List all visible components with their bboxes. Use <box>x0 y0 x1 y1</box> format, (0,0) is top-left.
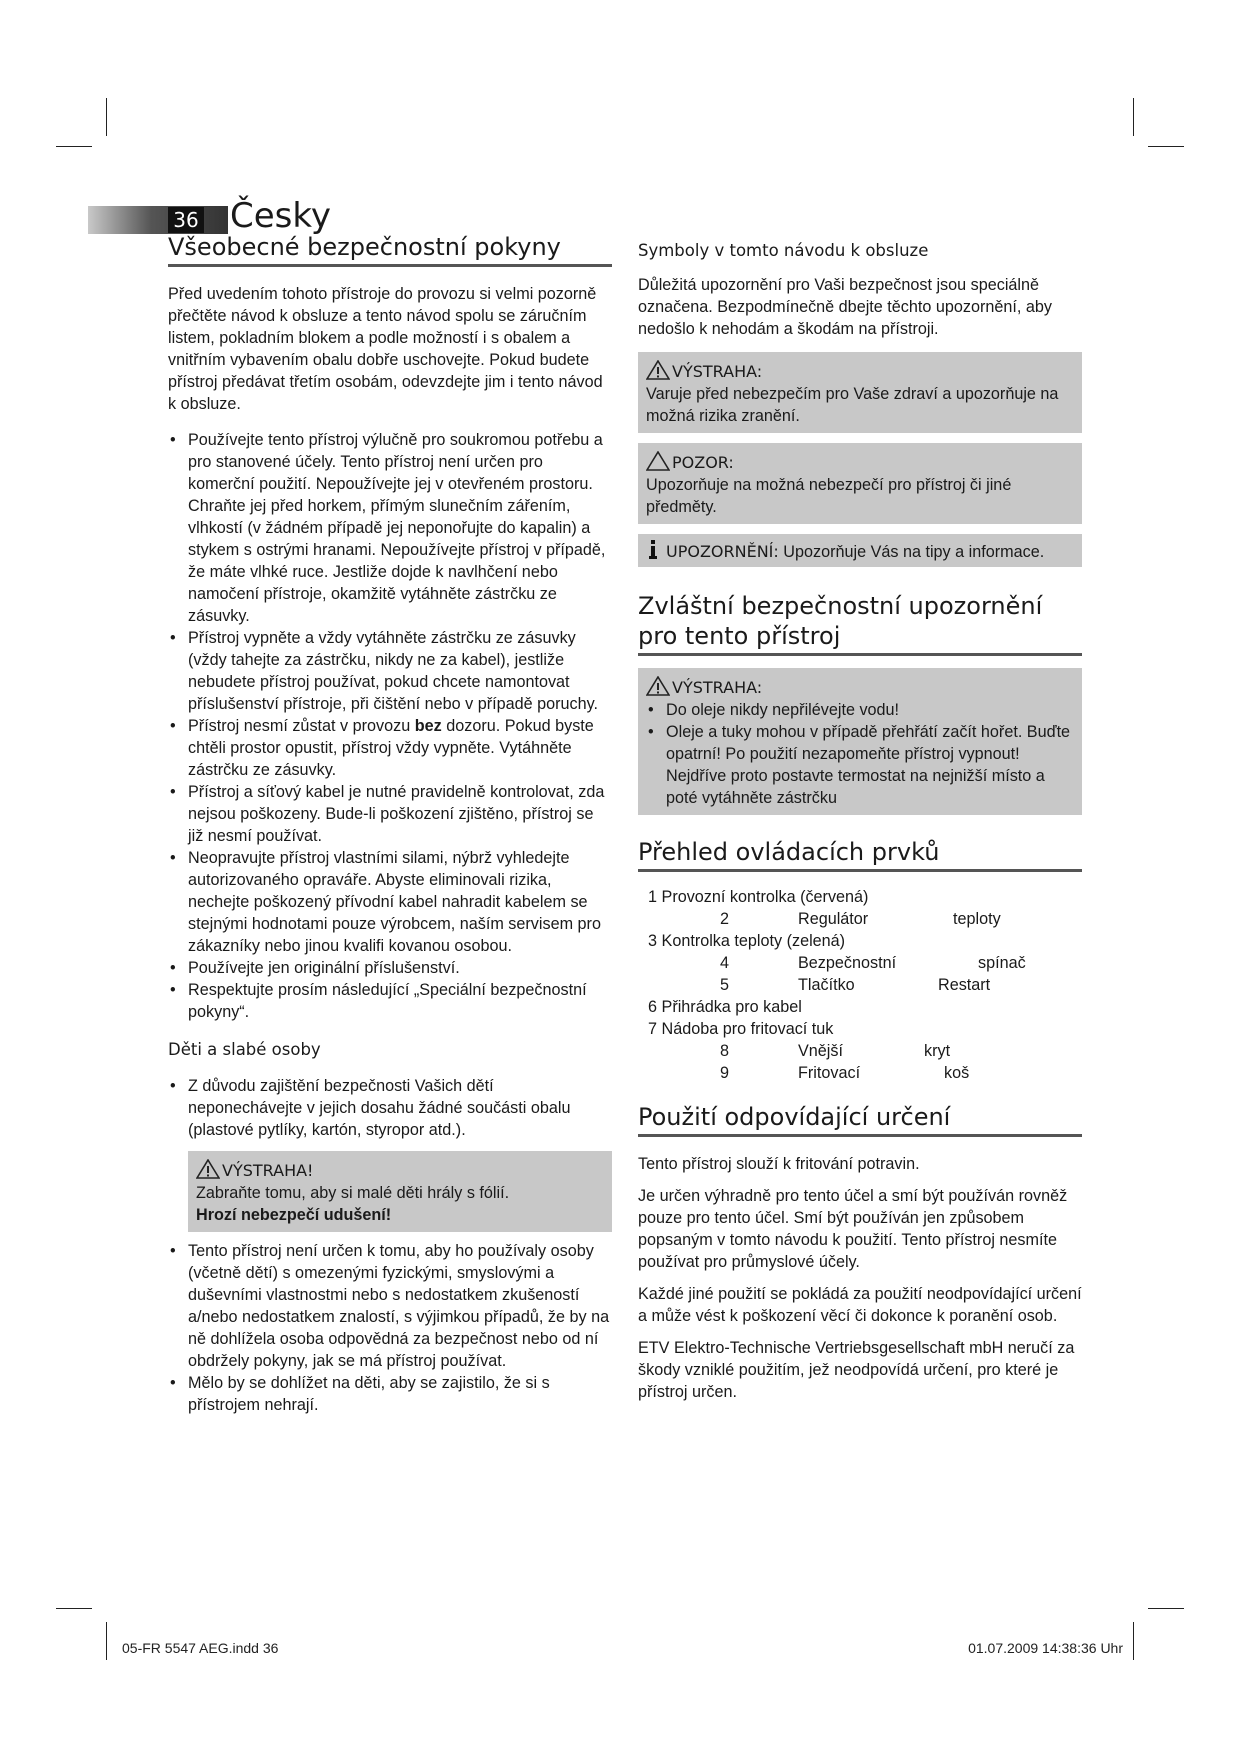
caution-triangle-icon <box>646 451 670 471</box>
symbol-box-label: VÝSTRAHA: <box>646 360 1074 383</box>
list-item: • Používejte tento přístroj výlučně pro soukromou potřebu a pro stanovené účely. Tento přístroj není určen pro komerční použití. Nepoužívejte jej v otevřeném prostoru. Chraňte jej před horkem, přímým slunečním zářením, vlhkostí (v žádném případě jej neponořujte do kapalin) a stykem s ostrými hranami. Nepoužívejte přístroj v případě, že máte vlhké ruce. Jestliže dojde k navlhčení nebo namočení přístroje, okamžitě vytáhněte zástrčku ze zásuvky. <box>168 429 612 627</box>
list-item: 1 Provozní kontrolka (červená) <box>648 888 869 906</box>
bold-bez: bez <box>414 717 442 735</box>
section-title-general-safety: Všeobecné bezpečnostní pokyny <box>168 232 612 267</box>
crop-mark <box>1148 146 1184 147</box>
controls-list <box>638 886 1082 1084</box>
usage-paragraph: Každé jiné použití se pokládá za použití neodpovídající určení a může vést k poškození věcí či dokonce k poranění osob. <box>638 1285 1082 1325</box>
list-item: 6 Přihrádka pro kabel <box>648 998 802 1016</box>
crop-mark <box>1133 1622 1134 1660</box>
list-item: • Do oleje nikdy nepřilévejte vodu! <box>646 699 1074 721</box>
footer-file-info: 05-FR 5547 AEG.indd 36 <box>122 1640 279 1656</box>
page-number: 36 <box>168 207 204 233</box>
symbol-box-label: POZOR: <box>646 451 1074 474</box>
warning-box-text: Zabraňte tomu, aby si malé děti hrály s fólií. <box>196 1184 510 1202</box>
children-bullet-list-2 <box>168 1240 612 1416</box>
note-label: UPOZORNĚNÍ: <box>666 542 779 561</box>
crop-mark <box>56 1608 92 1609</box>
list-item: 9 Fritovací koš <box>720 1064 970 1082</box>
usage-paragraph: Tento přístroj slouží k fritování potravin. <box>638 1155 920 1173</box>
section-title-controls: Přehled ovládacích prvků <box>638 837 1082 872</box>
list-item: 3 Kontrolka teploty (zelená) <box>648 932 846 950</box>
warning-box-bold-text: Hrozí nebezpečí udušení! <box>196 1206 392 1224</box>
note-text: Upozorňuje Vás na tipy a informace. <box>783 543 1045 561</box>
symbols-title: Symboly v tomto návodu k obsluze <box>638 241 929 260</box>
warning-triangle-icon <box>196 1159 220 1179</box>
section-title-usage: Použití odpovídající určení <box>638 1102 1082 1137</box>
list-item: 4 Bezpečnostní spínač <box>720 954 1026 972</box>
list-item: • Používejte jen originální příslušenství. <box>168 957 612 979</box>
section-title-special-safety: Zvláštní bezpečnostní upozornění pro tento přístroj <box>638 591 1082 656</box>
special-warning-box <box>638 668 1082 815</box>
children-title: Děti a slabé osoby <box>168 1040 321 1059</box>
left-column <box>168 232 612 1416</box>
list-item: 7 Nádoba pro fritovací tuk <box>648 1020 834 1038</box>
crop-mark <box>106 98 107 136</box>
symbol-box-text: Varuje před nebezpečím pro Vaše zdraví a upozorňuje na možná rizika zranění. <box>646 385 1059 425</box>
list-item: 8 Vnější kryt <box>720 1042 951 1060</box>
symbol-box-caution <box>638 443 1082 524</box>
crop-mark <box>1148 1608 1184 1609</box>
symbols-intro: Důležitá upozornění pro Vaši bezpečnost jsou speciálně označena. Bezpodmínečně dbejte těchto upozornění, aby nedošlo k nehodám a škodám na přístroji. <box>638 276 1052 338</box>
list-item: • Přístroj vypněte a vždy vytáhněte zástrčku ze zásuvky (vždy tahejte za zástrčku, nikdy ne za kabel), jestliže nebudete přístroj používat, pokud chcete namontovat příslušenství přístroje, při čištění nebo v případě poruchy. <box>168 627 612 715</box>
symbol-box-warning <box>638 352 1082 433</box>
crop-mark <box>1133 98 1134 136</box>
safety-bullet-list <box>168 429 612 1023</box>
list-item: • Tento přístroj není určen k tomu, aby ho používaly osoby (včetně dětí) s omezenými fyzickými, smyslovými a duševními vlastnostmi nebo s nedostatkem zkušeností a/nebo nedostatkem znalostí, s výjimkou případů, že by na ně dohlížela osoba odpovědná za bezpečnost nebo od ní obdržely pokyny, jak se má přístroj používat. <box>168 1240 612 1372</box>
header-bar <box>88 206 228 234</box>
list-item: 5 Tlačítko Restart <box>720 976 991 994</box>
list-item: • Neopravujte přístroj vlastními silami, nýbrž vyhledejte autorizovaného opraváře. Abyste eliminovali rizika, nechejte poškozený přívodní kabel nahradit kabelem se stejnými hodnotami pouze výrobcem, naším servisem pro zákazníky nebo jinou kvalifi kovanou osobou. <box>168 847 612 957</box>
usage-paragraph: ETV Elektro-Technische Vertriebsgesellschaft mbH neručí za škody vzniklé použitím, jež neodpovídá určení, pro které je přístroj určen. <box>638 1339 1075 1401</box>
special-warning-label: VÝSTRAHA: <box>646 676 1074 699</box>
warning-box-label: VÝSTRAHA! <box>196 1159 604 1182</box>
list-item: • Přístroj a síťový kabel je nutné pravidelně kontrolovat, zda nejsou poškozeny. Bude-li poškození zjištěno, přístroj se již nesmí používat. <box>168 781 612 847</box>
crop-mark <box>106 1622 107 1660</box>
children-bullet-list <box>168 1075 612 1141</box>
list-item: • Z důvodu zajištění bezpečnosti Vašich dětí neponechávejte v jejich dosahu žádné součásti obalu (plastové pytlíky, kartón, styropor atd.). <box>168 1075 612 1141</box>
footer-timestamp: 01.07.2009 14:38:36 Uhr <box>968 1640 1123 1656</box>
list-item: 2 Regulátor teploty <box>720 910 1001 928</box>
warning-triangle-icon <box>646 360 670 380</box>
intro-paragraph: Před uvedením tohoto přístroje do provozu si velmi pozorně přečtěte návod k obsluze a tento návod spolu se záručním listem, pokladním blokem a podle možností i s obalem a vnitřním vybavením obalu dobře uschovejte. Pokud budete přístroj předávat třetím osobám, odevzdejte jim i tento návod k obsluze. <box>168 285 603 413</box>
special-warning-list <box>646 699 1074 809</box>
language-title: Česky <box>230 196 331 236</box>
right-column <box>638 240 1082 1403</box>
info-icon <box>646 540 660 560</box>
crop-mark <box>56 146 92 147</box>
list-item: • Mělo by se dohlížet na děti, aby se zajistilo, že si s přístrojem nehrají. <box>168 1372 612 1416</box>
list-item: • Respektujte prosím následující „Speciální bezpečnostní pokyny“. <box>168 979 612 1023</box>
usage-paragraph: Je určen výhradně pro tento účel a smí být používán rovněž pouze pro tento účel. Smí být používán jen způsobem popsaným v tomto návodu k použití. Tento přístroj nesmíte používat pro průmyslové účely. <box>638 1187 1068 1271</box>
warning-triangle-icon <box>646 676 670 696</box>
symbol-box-note <box>638 534 1082 567</box>
warning-box-children <box>188 1151 612 1232</box>
list-item: • Přístroj nesmí zůstat v provozu bez dozoru. Pokud byste chtěli prostor opustit, přístroj vždy vypněte. Vytáhněte zástrčku ze zásuvky. <box>168 715 612 781</box>
symbol-box-text: Upozorňuje na možná nebezpečí pro přístroj či jiné předměty. <box>646 476 1012 516</box>
list-item: • Oleje a tuky mohou v případě přehřátí začít hořet. Buďte opatrní! Po použití nezapomeňte přístroj vypnout! Nejdříve proto postavte termostat na nejnižší místo a poté vytáhněte zástrčku <box>646 721 1074 809</box>
